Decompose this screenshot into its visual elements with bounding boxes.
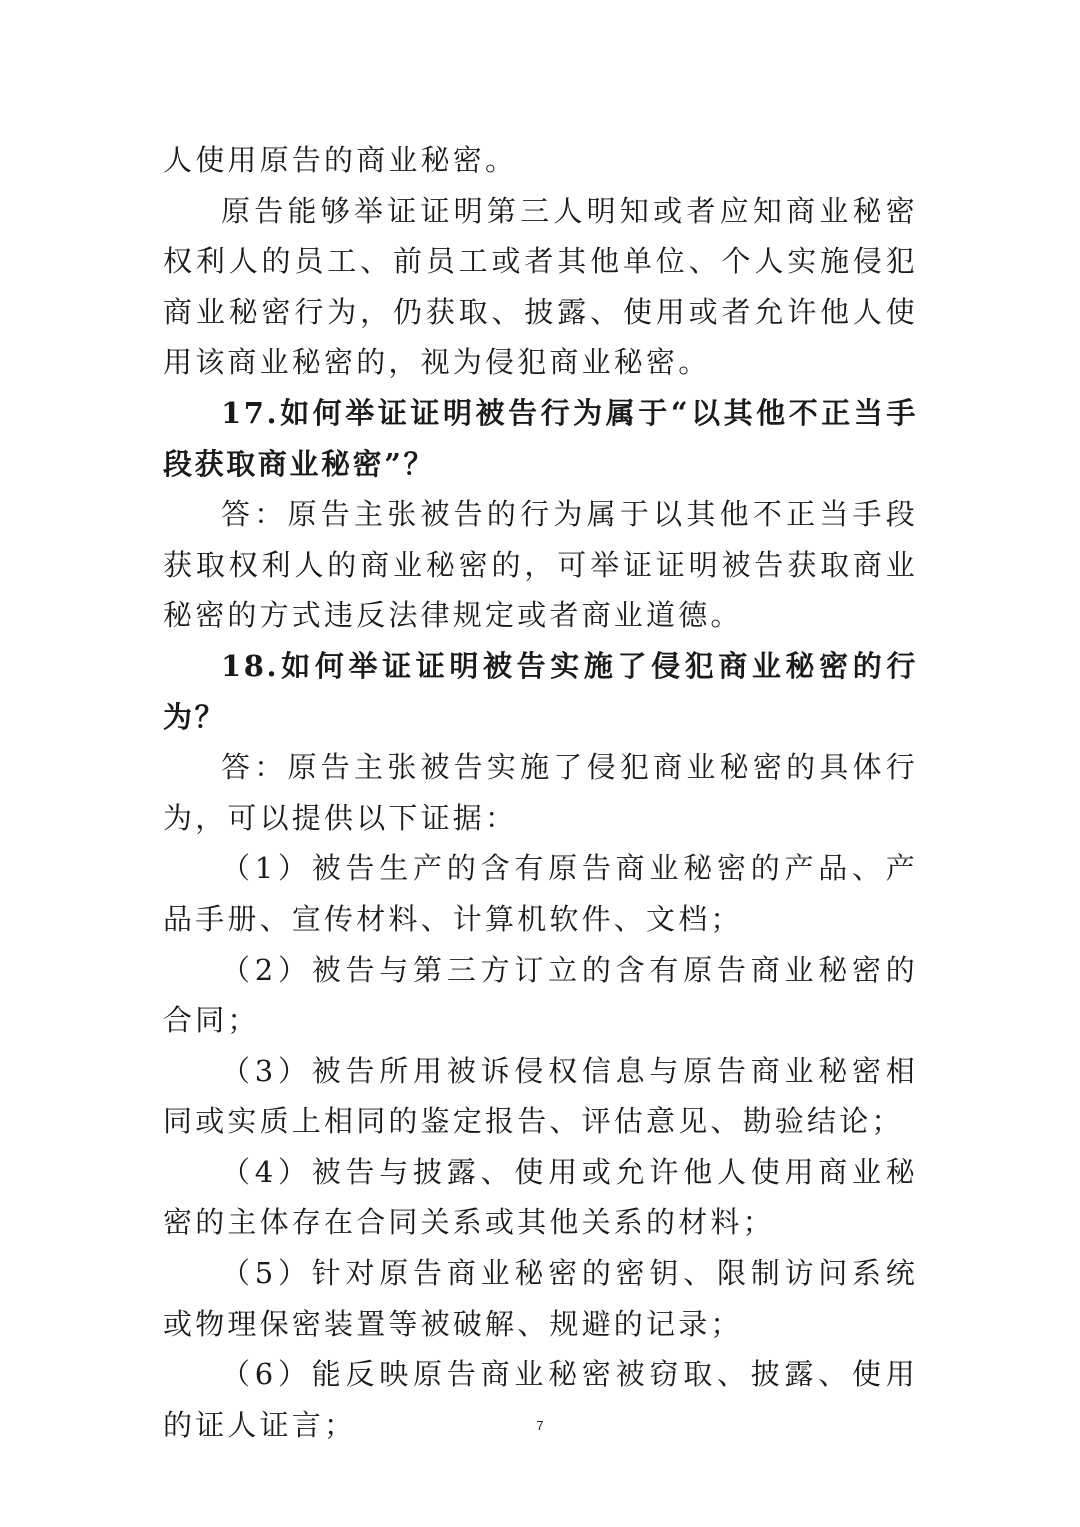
evidence-item-3: （3）被告所用被诉侵权信息与原告商业秘密相同或实质上相同的鉴定报告、评估意见、勘验结论； — [163, 1053, 918, 1139]
answer-18-paragraph: 答：原告主张被告实施了侵犯商业秘密的具体行为，可以提供以下证据： — [163, 750, 918, 835]
evidence-item-2: （2）被告与第三方订立的含有原告商业秘密的合同； — [163, 952, 918, 1038]
page-number: 7 — [536, 1418, 544, 1433]
paragraph-third-party-knowledge: 原告能够举证证明第三人明知或者应知商业秘密权利人的员工、前员工或者其他单位、个人实施侵犯商业秘密行为，仍获取、披露、使用或者允许他人使用该商业秘密的，视为侵犯商业秘密。 — [163, 193, 918, 380]
document-body — [163, 135, 918, 1450]
evidence-item-5: （5）针对原告商业秘密的密钥、限制访问系统或物理保密装置等被破解、规避的记录； — [163, 1256, 918, 1341]
paragraph-continuation: 人使用原告的商业秘密。 — [163, 143, 518, 177]
evidence-item-4: （4）被告与披露、使用或允许他人使用商业秘密的主体存在合同关系或其他关系的材料； — [163, 1154, 918, 1240]
question-17-heading: 17.如何举证证明被告行为属于“以其他不正当手段获取商业秘密”？ — [163, 395, 918, 481]
question-18-heading: 18.如何举证证明被告实施了侵犯商业秘密的行为？ — [163, 648, 918, 734]
evidence-item-1: （1）被告生产的含有原告商业秘密的产品、产品手册、宣传材料、计算机软件、文档； — [163, 851, 918, 936]
answer-17-paragraph: 答：原告主张被告的行为属于以其他不正当手段获取权利人的商业秘密的，可举证证明被告获取商业秘密的方式违反法律规定或者商业道德。 — [163, 497, 918, 633]
evidence-item-6: （6）能反映原告商业秘密被窃取、披露、使用的证人证言； — [163, 1357, 918, 1442]
